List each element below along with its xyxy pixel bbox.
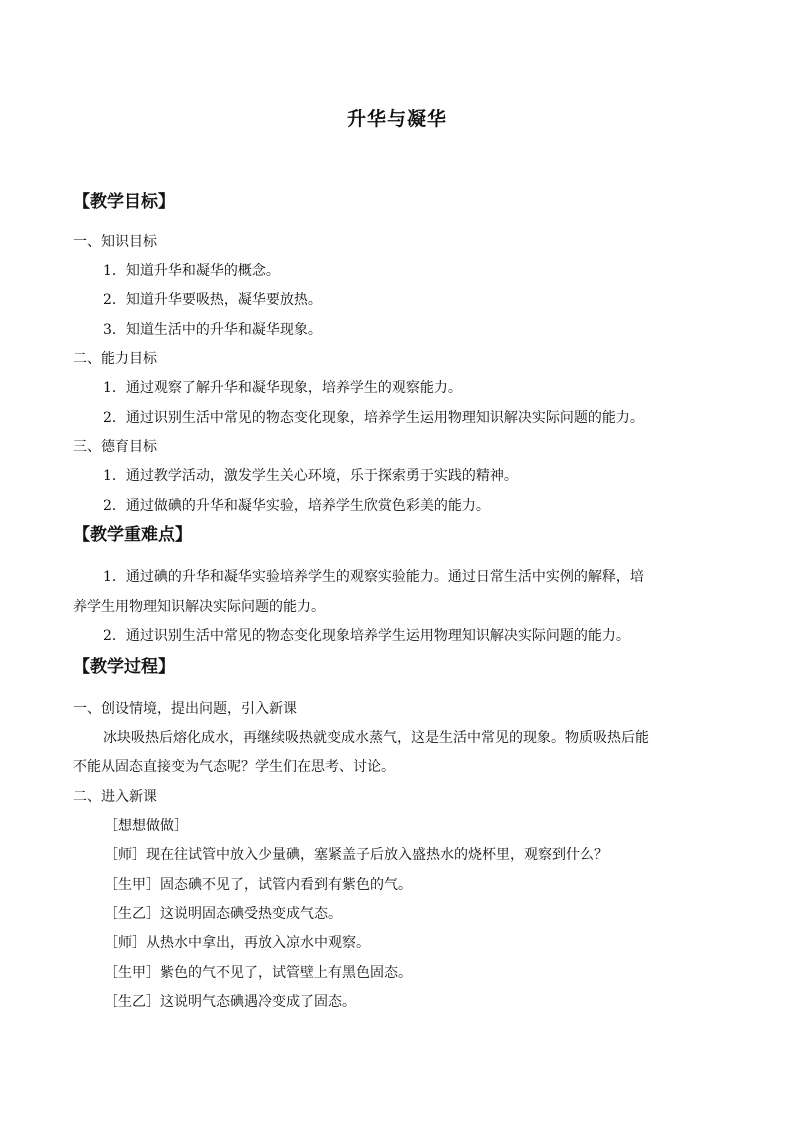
subheading-ability: 二、能力目标 xyxy=(73,351,157,367)
dialogue-line: ［师］现在往试管中放入少量碘，塞紧盖子后放入盛热水的烧杯里，观察到什么？ xyxy=(104,847,608,863)
paragraph-line: 不能从固态直接变为气态呢？学生们在思考、讨论。 xyxy=(73,759,395,775)
subheading-part1: 一、创设情境，提出问题，引入新课 xyxy=(73,701,297,717)
section-heading-goals: 【教学目标】 xyxy=(73,192,175,212)
dialogue-line: ［想想做做］ xyxy=(104,818,188,834)
dialogue-line: ［生甲］固态碘不见了，试管内看到有紫色的气。 xyxy=(104,877,412,893)
dialogue-line: ［生甲］紫色的气不见了，试管壁上有黑色固态。 xyxy=(104,965,412,981)
paragraph-line: 2．通过识别生活中常见的物态变化现象培养学生运用物理知识解决实际问题的能力。 xyxy=(103,628,630,644)
paragraph-line: 1．通过碘的升华和凝华实验培养学生的观察实验能力。通过日常生活中实例的解释，培 xyxy=(103,569,644,585)
list-item: 1．通过教学活动，激发学生关心环境，乐于探索勇于实践的精神。 xyxy=(103,468,518,484)
list-item: 2．通过识别生活中常见的物态变化现象，培养学生运用物理知识解决实际问题的能力。 xyxy=(103,410,644,426)
subheading-knowledge: 一、知识目标 xyxy=(73,234,157,250)
dialogue-line: ［生乙］这说明气态碘遇冷变成了固态。 xyxy=(104,994,356,1010)
subheading-part2: 二、进入新课 xyxy=(73,789,157,805)
section-heading-process: 【教学过程】 xyxy=(73,657,175,677)
list-item: 1．知道升华和凝华的概念。 xyxy=(103,263,280,279)
dialogue-line: ［生乙］这说明固态碘受热变成气态。 xyxy=(104,906,342,922)
list-item: 3．知道生活中的升华和凝华现象。 xyxy=(103,322,322,338)
list-item: 1．通过观察了解升华和凝华现象，培养学生的观察能力。 xyxy=(103,380,462,396)
list-item: 2．通过做碘的升华和凝华实验，培养学生欣赏色彩美的能力。 xyxy=(103,498,490,514)
section-heading-key-points: 【教学重难点】 xyxy=(73,525,192,545)
dialogue-line: ［师］从热水中拿出，再放入凉水中观察。 xyxy=(104,935,370,951)
list-item: 2．知道升华要吸热，凝华要放热。 xyxy=(103,292,322,308)
paragraph-line: 养学生用物理知识解决实际问题的能力。 xyxy=(73,599,325,615)
document-title: 升华与凝华 xyxy=(346,108,447,130)
subheading-moral: 三、德育目标 xyxy=(73,439,157,455)
paragraph-line: 冰块吸热后熔化成水，再继续吸热就变成水蒸气，这是生活中常见的现象。物质吸热后能 xyxy=(103,730,649,746)
